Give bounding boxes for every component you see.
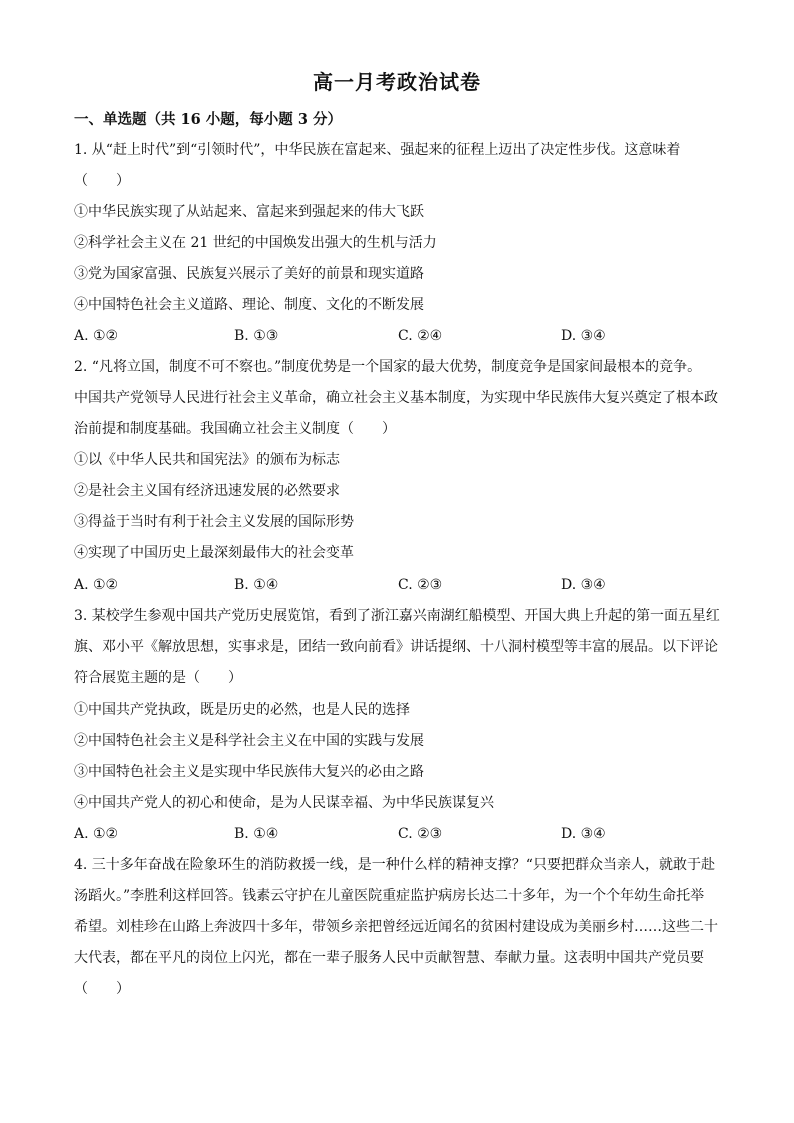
q2-option-a: A. ①② (74, 577, 119, 593)
q4-stem-line: 大代表，都在平凡的岗位上闪光，都在一辈子服务人民中贡献智慧、奉献力量。这表明中国共产党员要 (74, 950, 704, 966)
q1-option-d: D. ③④ (561, 328, 606, 344)
q1-option-b: B. ①③ (234, 328, 279, 344)
q4-stem-line: 4. 三十多年奋战在险象环生的消防救援一线，是一种什么样的精神支撑？“只要把群众当亲人，就敢于赴 (74, 857, 715, 873)
q2-option-c: C. ②③ (398, 577, 443, 593)
q1-option-a: A. ①② (74, 328, 119, 344)
q3-options (74, 824, 714, 844)
q2-item: ③得益于当时有利于社会主义发展的国际形势 (74, 514, 354, 530)
section-heading: 一、单选题（共 16 小题，每小题 3 分） (74, 111, 342, 128)
q1-option-c: C. ②④ (398, 328, 443, 344)
q2-options (74, 575, 714, 595)
q1-stem-line: 1. 从“赶上时代”到“引领时代”，中华民族在富起来、强起来的征程上迈出了决定性步伐。这意味着 (74, 142, 681, 158)
q1-item: ②科学社会主义在 21 世纪的中国焕发出强大的生机与活力 (74, 235, 437, 251)
q2-stem-line: 中国共产党领导人民进行社会主义革命，确立社会主义基本制度，为实现中华民族伟大复兴奠定了根本政 (74, 390, 718, 406)
q1-item: ①中华民族实现了从站起来、富起来到强起来的伟大飞跃 (74, 204, 424, 220)
q3-item: ②中国特色社会主义是科学社会主义在中国的实践与发展 (74, 733, 424, 749)
q3-item: ④中国共产党人的初心和使命，是为人民谋幸福、为中华民族谋复兴 (74, 795, 494, 811)
q2-item: ④实现了中国历史上最深刻最伟大的社会变革 (74, 545, 354, 561)
q2-option-d: D. ③④ (561, 577, 606, 593)
q2-option-b: B. ①④ (234, 577, 279, 593)
q3-option-a: A. ①② (74, 826, 119, 842)
q3-stem-line: 符合展览主题的是（ ） (74, 670, 242, 686)
q4-stem-line: 汤蹈火。”李胜利这样回答。钱素云守护在儿童医院重症监护病房长达二十多年，为一个个年幼生命托举 (74, 888, 705, 904)
q1-item: ④中国特色社会主义道路、理论、制度、文化的不断发展 (74, 297, 424, 313)
q3-option-c: C. ②③ (398, 826, 443, 842)
q2-item: ①以《中华人民共和国宪法》的颁布为标志 (74, 452, 340, 468)
page-title: 高一月考政治试卷 (313, 70, 481, 94)
q3-option-b: B. ①④ (234, 826, 279, 842)
q3-item: ③中国特色社会主义是实现中华民族伟大复兴的必由之路 (74, 764, 424, 780)
q3-stem-line: 旗、邓小平《解放思想，实事求是，团结一致向前看》讲话提纲、十八洞村模型等丰富的展品。以下评论 (74, 639, 718, 655)
q2-stem-line: 2. “凡将立国，制度不可不察也。”制度优势是一个国家的最大优势，制度竞争是国家间最根本的竞争。 (74, 359, 702, 375)
q3-stem-line: 3. 某校学生参观中国共产党历史展览馆，看到了浙江嘉兴南湖红船模型、开国大典上升起的第一面五星红 (74, 608, 720, 624)
q1-stem-line: （ ） (74, 173, 130, 189)
q1-options (74, 326, 714, 346)
q4-stem-line: （ ） (74, 981, 130, 997)
q2-stem-line: 治前提和制度基础。我国确立社会主义制度（ ） (74, 421, 396, 437)
q4-stem-line: 希望。刘桂珍在山路上奔波四十多年，带领乡亲把曾经远近闻名的贫困村建设成为美丽乡村……这些二十 (74, 919, 718, 935)
q2-item: ②是社会主义国有经济迅速发展的必然要求 (74, 483, 340, 499)
q1-item: ③党为国家富强、民族复兴展示了美好的前景和现实道路 (74, 266, 424, 282)
q3-item: ①中国共产党执政，既是历史的必然，也是人民的选择 (74, 702, 410, 718)
q3-option-d: D. ③④ (561, 826, 606, 842)
